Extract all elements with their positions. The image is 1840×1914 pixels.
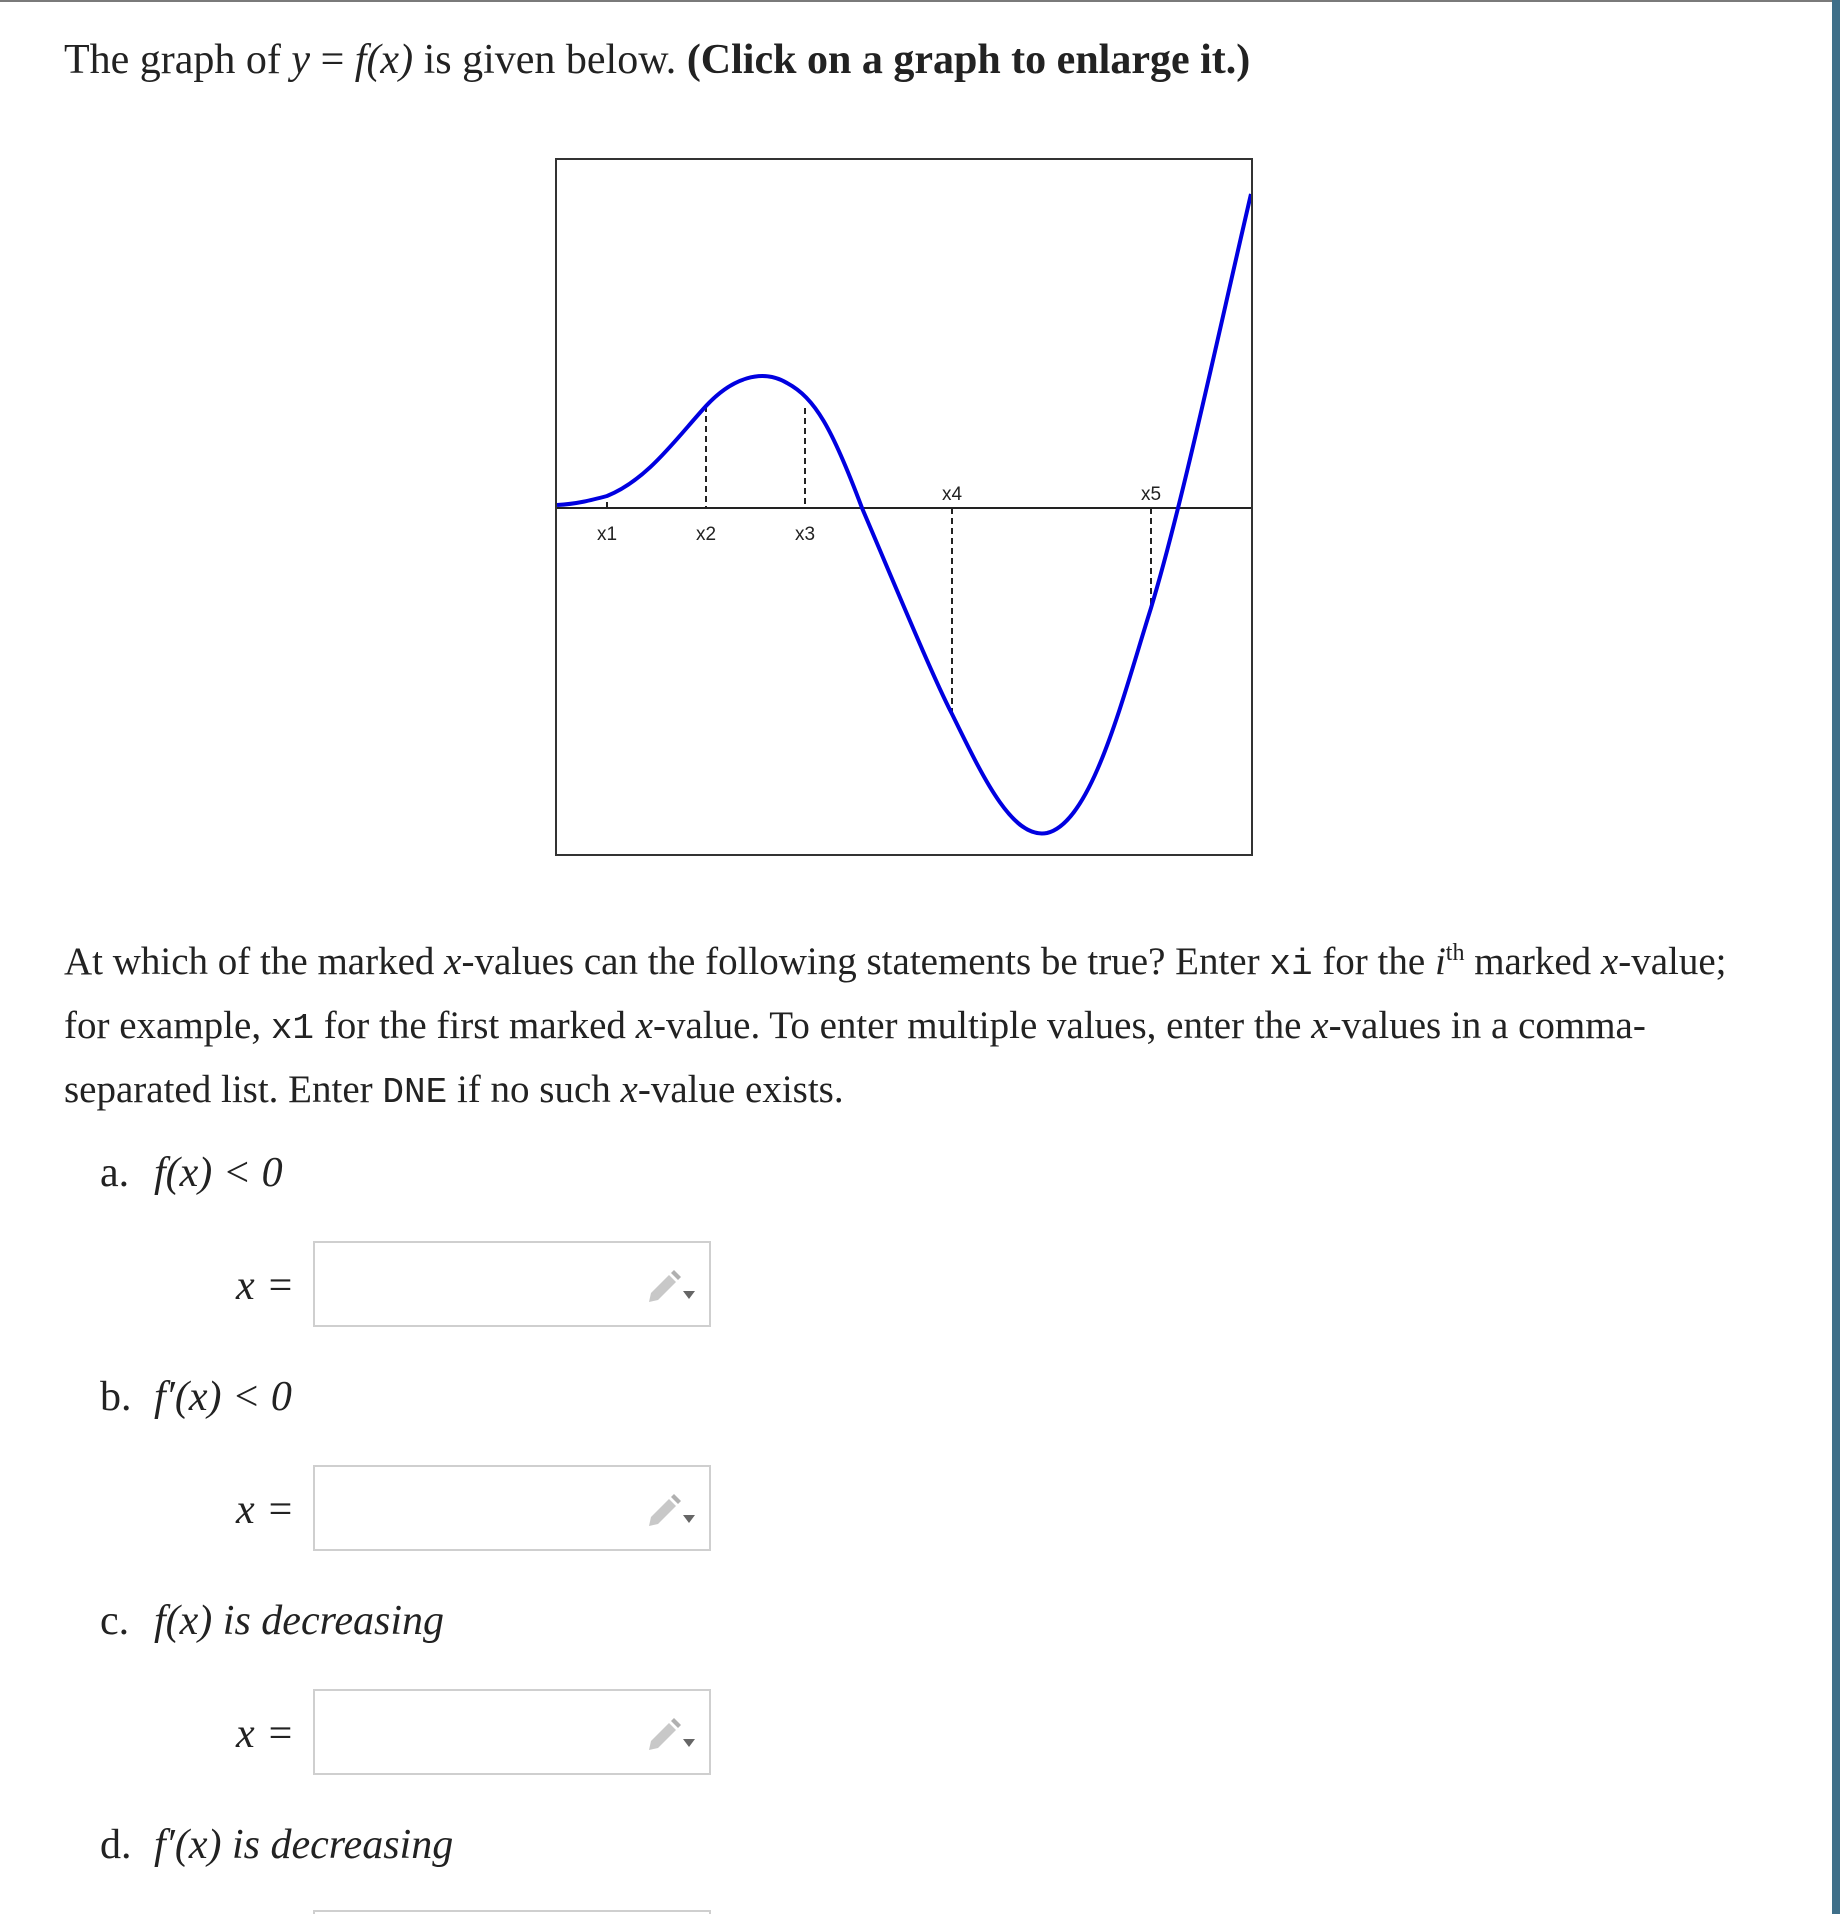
enlarge-hint: (Click on a graph to enlarge it.) xyxy=(686,37,1251,83)
part-a-label: a. f(x) < 0 xyxy=(100,1150,283,1196)
part-d-label: d. f′(x) is decreasing xyxy=(100,1822,454,1868)
pencil-dropdown-icon[interactable] xyxy=(645,1717,697,1751)
part-c-answer-input[interactable] xyxy=(315,1691,635,1773)
pencil-dropdown-icon[interactable] xyxy=(645,1493,697,1527)
problem-intro: The graph of y = f(x) is given below. (Click on a graph to enlarge it.) xyxy=(64,37,1251,83)
part-b-label: b. f′(x) < 0 xyxy=(100,1374,292,1420)
part-b-answer-box[interactable] xyxy=(313,1465,711,1551)
code-dne: DNE xyxy=(382,1072,448,1113)
part-c-x-equals: x = xyxy=(236,1711,293,1757)
marker-label-x4: x4 xyxy=(941,484,963,505)
function-curve xyxy=(557,194,1251,834)
part-c-label: c. f(x) is decreasing xyxy=(100,1598,445,1644)
part-c-answer-box[interactable] xyxy=(313,1689,711,1775)
marker-label-x5: x5 xyxy=(1140,484,1162,505)
function-graph[interactable] xyxy=(555,158,1253,856)
code-x1: x1 xyxy=(270,1008,315,1049)
marker-label-x2: x2 xyxy=(695,524,717,545)
pencil-dropdown-icon[interactable] xyxy=(645,1269,697,1303)
right-scroll-edge[interactable] xyxy=(1832,0,1840,1914)
code-xi: xi xyxy=(1269,944,1313,985)
top-divider xyxy=(0,0,1840,2)
instructions: At which of the marked x-values can the following statements be true? Enter xi for the $i^{th}$ marked x-value; for example, x1 for the first marked x-value. To enter multiple values, enter the x-values in a comma-separated list. Enter DNE if no such x-value exists. xyxy=(64,940,1727,1113)
marker-label-x1: x1 xyxy=(596,524,618,545)
graph-svg xyxy=(557,160,1251,854)
marker-label-x3: x3 xyxy=(794,524,816,545)
part-a-answer-box[interactable] xyxy=(313,1241,711,1327)
part-a-x-equals: x = xyxy=(236,1263,293,1309)
part-d-answer-box[interactable] xyxy=(313,1910,711,1914)
part-b-answer-input[interactable] xyxy=(315,1467,635,1549)
part-b-x-equals: x = xyxy=(236,1487,293,1533)
part-a-answer-input[interactable] xyxy=(315,1243,635,1325)
